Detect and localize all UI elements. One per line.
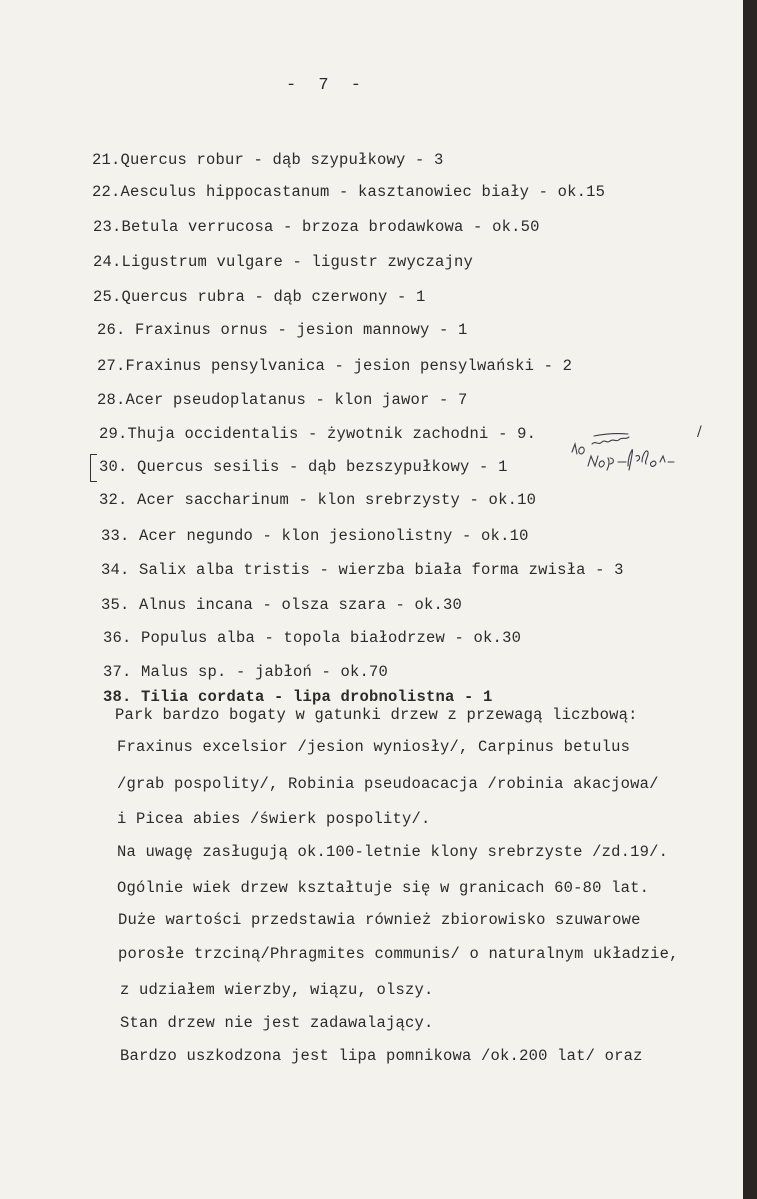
list-item: 27.Fraxinus pensylvanica - jesion pensylwański - 2 <box>97 357 573 375</box>
paragraph-line: i Picea abies /świerk pospolity/. <box>117 810 431 828</box>
margin-tick: / <box>697 424 702 440</box>
page-number: - 7 - <box>286 76 368 95</box>
paragraph-line: Park bardzo bogaty w gatunki drzew z przewagą liczbową: <box>115 706 638 724</box>
list-item: 36. Populus alba - topola białodrzew - ok.30 <box>103 629 522 647</box>
list-item: 23.Betula verrucosa - brzoza brodawkowa - ok.50 <box>93 218 540 236</box>
paragraph-line: Stan drzew nie jest zadawalający. <box>120 1014 434 1032</box>
paragraph-line: porosłe trzciną/Phragmites communis/ o naturalnym układzie, <box>118 945 679 963</box>
list-item: 28.Acer pseudoplatanus - klon jawor - 7 <box>97 391 468 409</box>
paragraph-line: Fraxinus excelsior /jesion wyniosły/, Carpinus betulus <box>117 738 631 756</box>
list-item: 37. Malus sp. - jabłoń - ok.70 <box>103 663 389 681</box>
list-item: 24.Ligustrum vulgare - ligustr zwyczajny <box>93 253 474 271</box>
list-item: 22.Aesculus hippocastanum - kasztanowiec biały - ok.15 <box>92 183 606 201</box>
paragraph-line: Bardzo uszkodzona jest lipa pomnikowa /ok.200 lat/ oraz <box>120 1047 643 1065</box>
list-item: 33. Acer negundo - klon jesionolistny - ok.10 <box>101 527 529 545</box>
list-item: 21.Quercus robur - dąb szypułkowy - 3 <box>92 151 444 169</box>
paragraph-line: z udziałem wierzby, wiązu, olszy. <box>120 981 434 999</box>
list-item: 32. Acer saccharinum - klon srebrzysty - ok.10 <box>99 491 537 509</box>
list-item: 26. Fraxinus ornus - jesion mannowy - 1 <box>97 321 468 339</box>
list-item: 35. Alnus incana - olsza szara - ok.30 <box>101 596 463 614</box>
handwritten-note <box>566 422 706 482</box>
list-item: 25.Quercus rubra - dąb czerwony - 1 <box>93 288 426 306</box>
paragraph-line: Na uwagę zasługują ok.100-letnie klony srebrzyste /zd.19/. <box>117 843 669 861</box>
paragraph-line: Ogólnie wiek drzew kształtuje się w granicach 60-80 lat. <box>117 879 650 897</box>
paragraph-line: /grab pospolity/, Robinia pseudoacacja /robinia akacjowa/ <box>117 775 659 793</box>
margin-bracket <box>90 454 97 482</box>
list-item: 34. Salix alba tristis - wierzba biała forma zwisła - 3 <box>101 561 624 579</box>
paragraph-line: Duże wartości przedstawia również zbiorowisko szuwarowe <box>118 911 641 929</box>
list-item: 38. Tilia cordata - lipa drobnolistna - 1 <box>103 688 493 706</box>
list-item: 30. Quercus sesilis - dąb bezszypułkowy - 1 <box>99 458 508 476</box>
list-item: 29.Thuja occidentalis - żywotnik zachodni - 9. <box>99 425 537 443</box>
